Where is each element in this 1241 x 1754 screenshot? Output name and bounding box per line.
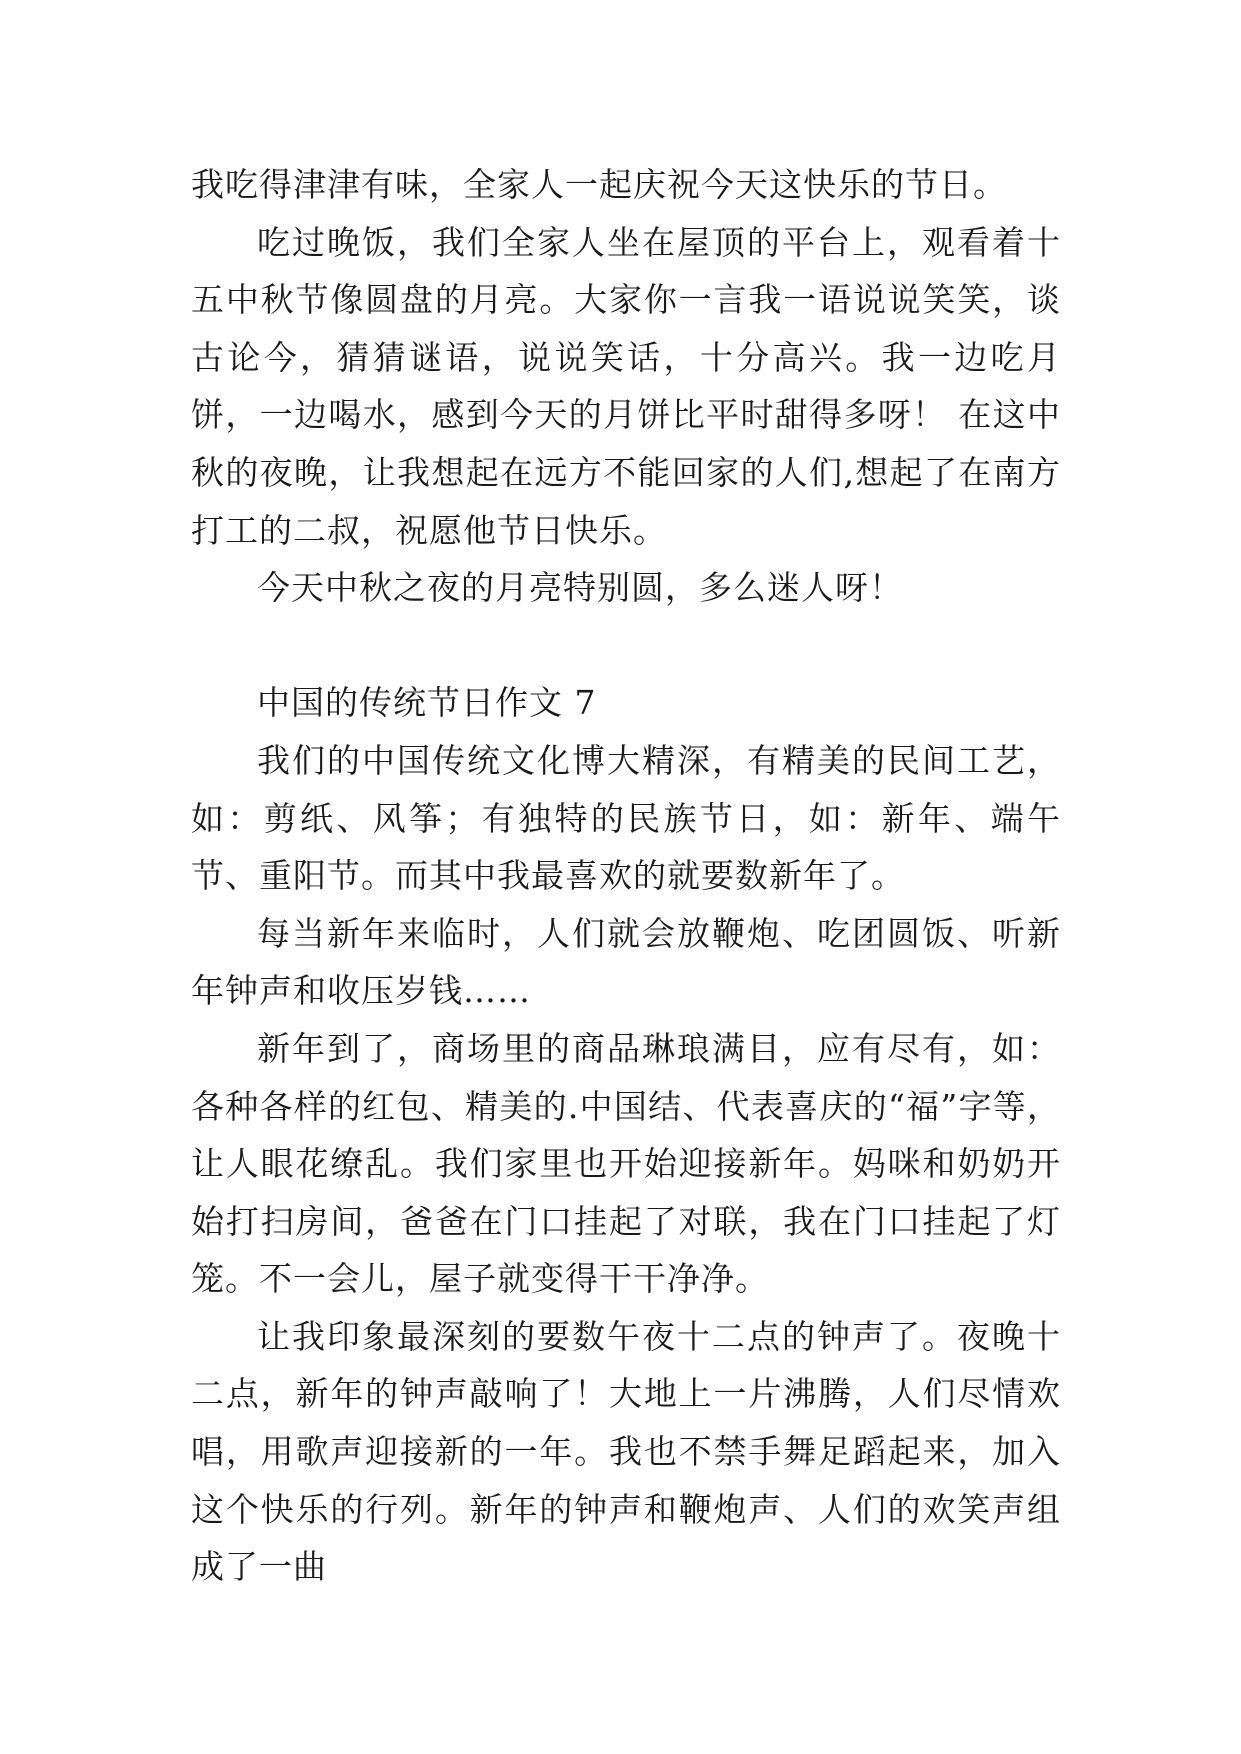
blank-line	[191, 617, 1061, 675]
essay-body	[191, 156, 1061, 1596]
paragraph: 我吃得津津有味，全家人一起庆祝今天这快乐的节日。	[191, 165, 1007, 204]
paragraph: 让我印象最深刻的要数午夜十二点的钟声了。夜晚十二点，新年的钟声敲响了！大地上一片沸腾，人们尽情欢唱，用歌声迎接新的一年。我也不禁手舞足蹈起来，加入这个快乐的行列。新年的钟声和鞭炮声、人们的欢笑声组成了一曲	[191, 1316, 1061, 1587]
paragraph: 今天中秋之夜的月亮特别圆，多么迷人呀！	[257, 568, 903, 608]
paragraph: 我们的中国传统文化博大精深，有精美的民间工艺，如：剪纸、风筝；有独特的民族节日，如：新年、端午节、重阳节。而其中我最喜欢的就要数新年了。	[191, 740, 1061, 896]
section-title: 中国的传统节日作文 7	[257, 683, 597, 723]
paragraph: 新年到了，商场里的商品琳琅满目，应有尽有，如：各种各样的红包、精美的.中国结、代表喜庆的“福”字等，让人眼花缭乱。我们家里也开始迎接新年。妈咪和奶奶开始打扫房间，爸爸在门口挂起了对联，我在门口挂起了灯笼。不一会儿，屋子就变得干干净净。	[191, 1028, 1061, 1299]
paragraph: 每当新年来临时，人们就会放鞭炮、吃团圆饭、听新年钟声和收压岁钱……	[191, 913, 1061, 1011]
paragraph: 吃过晚饭，我们全家人坐在屋顶的平台上，观看着十五中秋节像圆盘的月亮。大家你一言我一语说说笑笑，谈古论今，猜猜谜语，说说笑话，十分高兴。我一边吃月饼，一边喝水，感到今天的月饼比平时甜得多呀！ 在这中秋的夜晚，让我想起在远方不能回家的人们,想起了在南方打工的二叔，祝愿他节日快乐。	[191, 222, 1061, 550]
